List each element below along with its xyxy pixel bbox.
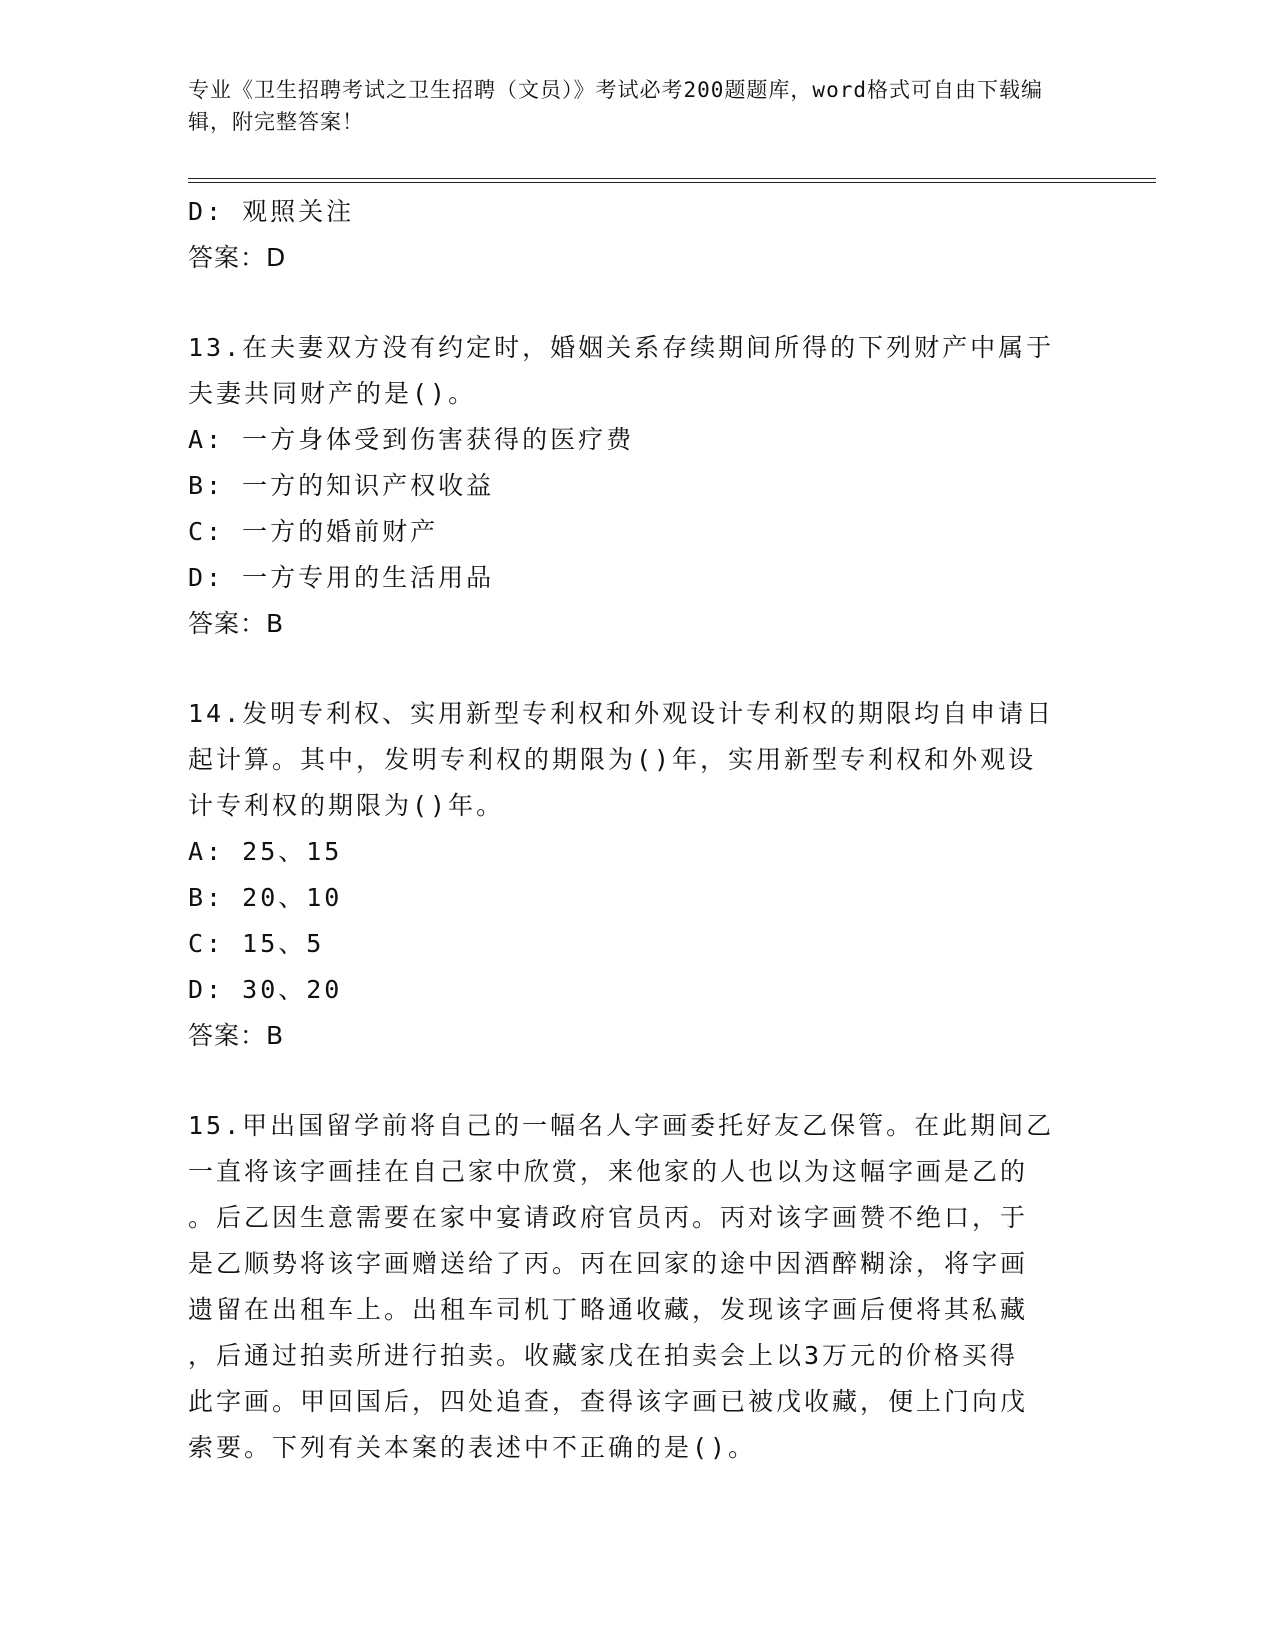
q14-option-c: C: 15、5 — [188, 929, 325, 958]
q13-option-d: D: 一方专用的生活用品 — [188, 563, 495, 592]
q13-stem-line: 13.在夫妻双方没有约定时，婚姻关系存续期间所得的下列财产中属于 — [188, 333, 1055, 362]
spacer — [188, 281, 1088, 325]
q15-stem-line: ，后通过拍卖所进行拍卖。收藏家戊在拍卖会上以3万元的价格买得 — [188, 1341, 1019, 1370]
q15-stem-line: 15.甲出国留学前将自己的一幅名人字画委托好友乙保管。在此期间乙 — [188, 1111, 1055, 1140]
q13-stem-line: 夫妻共同财产的是()。 — [188, 379, 477, 408]
q14-option-d: D: 30、20 — [188, 975, 343, 1004]
q12-answer: 答案：D — [188, 243, 287, 272]
document-header: 专业《卫生招聘考试之卫生招聘（文员）》考试必考200题题库，word格式可自由下载编辑，附完整答案！ — [188, 78, 1043, 134]
question-content — [188, 189, 1088, 1471]
q15-stem-line: 一直将该字画挂在自己家中欣赏，来他家的人也以为这幅字画是乙的 — [188, 1157, 1029, 1186]
q14-answer: 答案：B — [188, 1021, 285, 1050]
q15-stem-line: 此字画。甲回国后，四处追查，查得该字画已被戊收藏，便上门向戊 — [188, 1387, 1029, 1416]
q14-option-b: B: 20、10 — [188, 883, 343, 912]
q14-option-a: A: 25、15 — [188, 837, 343, 866]
q13-option-b: B: 一方的知识产权收益 — [188, 471, 495, 500]
q12-option-d: D: 观照关注 — [188, 197, 355, 226]
q13-answer: 答案：B — [188, 609, 285, 638]
spacer — [188, 1059, 1088, 1103]
q15-stem-line: 索要。下列有关本案的表述中不正确的是()。 — [188, 1433, 757, 1462]
q14-stem-line: 起计算。其中，发明专利权的期限为()年，实用新型专利权和外观设 — [188, 745, 1037, 774]
q15-stem-line: 遗留在出租车上。出租车司机丁略通收藏，发现该字画后便将其私藏 — [188, 1295, 1029, 1324]
header-rule-thick — [188, 178, 1156, 179]
q14-stem-line: 14.发明专利权、实用新型专利权和外观设计专利权的期限均自申请日 — [188, 699, 1055, 728]
q15-stem-line: 是乙顺势将该字画赠送给了丙。丙在回家的途中因酒醉糊涂，将字画 — [188, 1249, 1029, 1278]
q13-option-a: A: 一方身体受到伤害获得的医疗费 — [188, 425, 635, 454]
spacer — [188, 647, 1088, 691]
q13-option-c: C: 一方的婚前财产 — [188, 517, 439, 546]
q15-stem-line: 。后乙因生意需要在家中宴请政府官员丙。丙对该字画赞不绝口，于 — [188, 1203, 1029, 1232]
header-rule-thin — [188, 182, 1156, 183]
q14-stem-line: 计专利权的期限为()年。 — [188, 791, 505, 820]
